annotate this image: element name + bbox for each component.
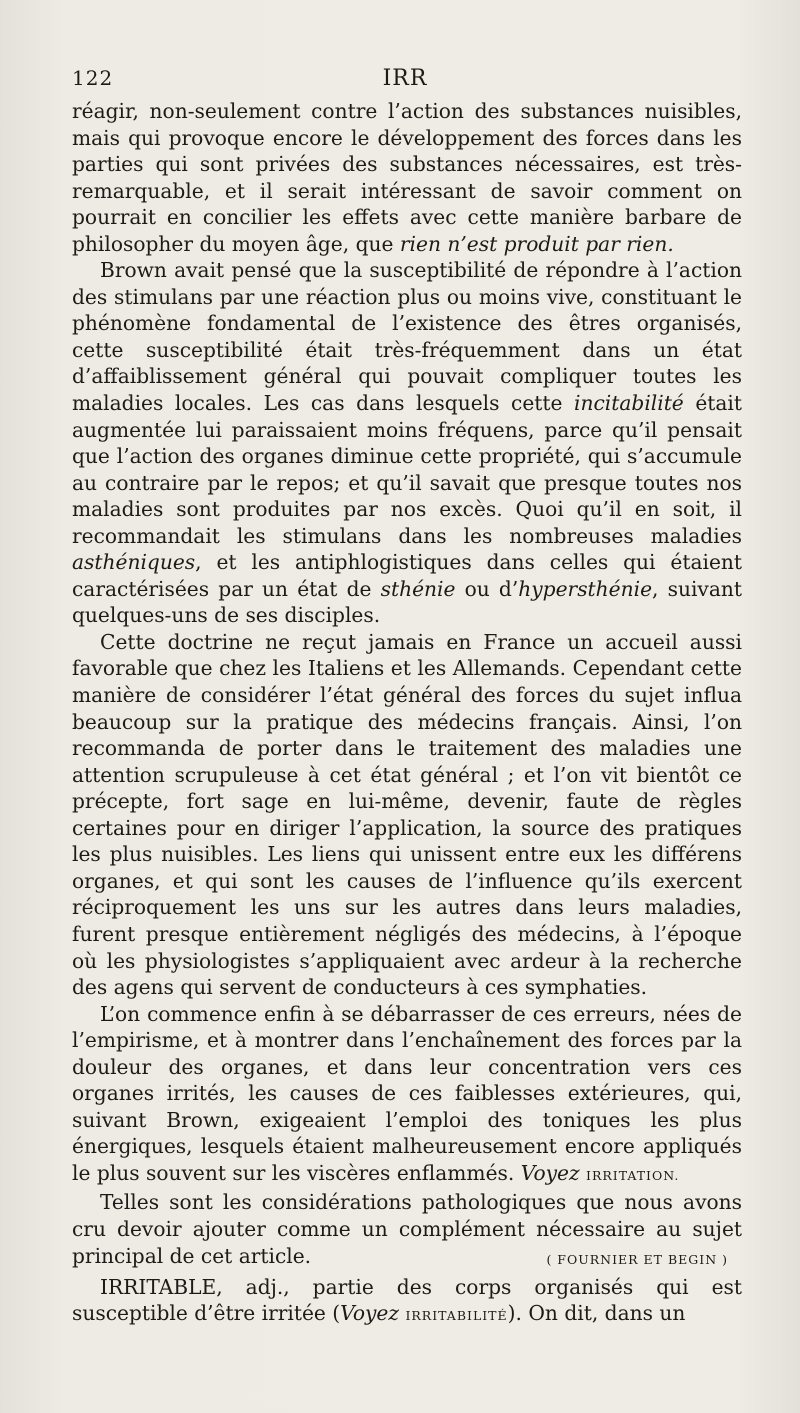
italic-run: Voyez <box>340 1301 400 1326</box>
text-run: , suivant quelques-uns de ses disciples. <box>72 576 742 628</box>
text-run: , et les antiphlogistiques dans celles qui étaient caractérisées par un état de <box>72 550 742 601</box>
paragraph-6 <box>72 1274 742 1330</box>
paragraph-1 <box>72 98 742 257</box>
smallcaps-run: IRRITABILITÉ <box>405 1308 508 1324</box>
running-title: IRR <box>382 66 428 91</box>
page-body <box>72 98 742 1330</box>
text-run: réagir, non-seulement contre l’action des substances nuisibles, mais qui provoque encore le développement des forces dans les parties qui sont privées des substances nécessaires, est très-remarquable, et il serait intéressant de savoir comment on pourrait en concilier les effets avec cette manière barbare de philosopher du moyen âge, que <box>72 99 742 256</box>
text-run: ). On dit, dans un <box>507 1301 686 1326</box>
paragraph-5 <box>72 1189 742 1273</box>
paragraph-2 <box>72 257 742 629</box>
paragraph-3 <box>72 629 742 1001</box>
text-run: était augmentée lui paraissaient moins fréquens, parce qu’il pensait que l’action des organes diminue cette propriété, qui s’accumule au contraire par le repos; et qu’il savait que presque toutes nos maladies sont produites par nos excès. Quoi qu’il en soit, il recommandait les stimulans dans les nombreuses maladies <box>72 391 742 548</box>
paragraph-4 <box>72 1001 742 1190</box>
italic-run: Voyez <box>520 1160 580 1185</box>
smallcaps-run: IRRITATION. <box>586 1167 680 1183</box>
text-run: Brown avait pensé que la susceptibilité de répondre à l’action des stimulans par une réaction plus ou moins vive, constituant le phénomène fondamental de l’existence des êtres organisés, cette susceptibilité était très-fréquemment dans un état d’affaiblissement général qui pouvait compliquer toutes les maladies locales. Les cas dans lesquels cette <box>72 258 742 416</box>
italic-run: rien n’est produit par rien. <box>399 231 674 256</box>
italic-run: incitabilité <box>574 391 684 416</box>
italic-run: sthénie <box>380 576 456 601</box>
text-run: ou d’ <box>455 576 519 601</box>
author-signature: ( FOURNIER ET BEGIN ) <box>546 1252 728 1268</box>
page-number: 122 <box>72 66 114 90</box>
page-header <box>72 66 738 96</box>
italic-run: asthéniques <box>72 550 196 575</box>
text-run: Cette doctrine ne reçut jamais en France un accueil aussi favorable que chez les Italiens et les Allemands. Cependant cette manière de considérer l’état général des forces du sujet influa beaucoup sur la pratique des médecins français. Ainsi, l’on recommanda de porter dans le traitement des maladies une attention scrupuleuse à cet état général ; et l’on vit bientôt ce précepte, fort sage en lui-même, devenir, faute de règles certaines pour en diriger l’application, la source des pratiques les plus nuisibles. Les liens qui unissent entre eux les différens organes, et qui sont les causes de l’influence qu’ils exercent réciproquement les uns sur les autres dans leurs maladies, furent presque entièrement négligés des médecins, à l’époque où les physiologistes s’appliquaient avec ardeur à la recherche des agens qui servent de conducteurs à ces symphaties. <box>72 629 742 1000</box>
text-run: Telles sont les considérations pathologiques que nous avons cru devoir ajouter comme un complément nécessaire au sujet principal de cet article. <box>72 1190 742 1268</box>
text-run: IRRITABLE, adj., partie des corps organisés qui est susceptible d’être irritée ( <box>72 1274 742 1326</box>
text-run: L’on commence enfin à se débarrasser de ces erreurs, nées de l’empirisme, et à montrer dans l’enchaînement des forces par la douleur des organes, et dans leur concentration vers ces organes irrités, les causes de ces faiblesses extérieures, qui, suivant Brown, exigeaient l’emploi des toniques les plus énergiques, lesquels étaient malheureusement encore appliqués le plus souvent sur les viscères enflammés. <box>72 1001 742 1185</box>
italic-run: hypersthénie <box>518 576 653 601</box>
